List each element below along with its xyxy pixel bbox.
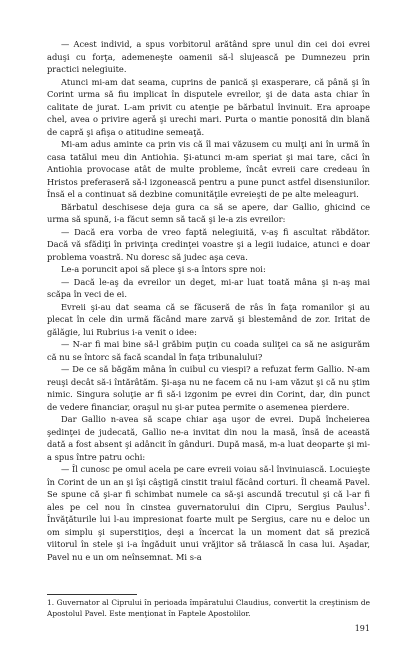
paragraph-text: — Îl cunosc pe omul acela pe care evreii voiau să-l învinuiască. Locuieşte în Corint de un an şi îşi câştigă cinstit traiul făcând corturi. Îl cheamă Pavel. Se spune că şi-ar fi schimbat numele ca să-şi ascundă trecutul şi că l-ar fi ales pe cel nou în cinstea guvernatorului din Cipru, Sergius Paulus xyxy=(47,464,370,512)
paragraph: Mi-am adus aminte ca prin vis că îl mai văzusem cu mulţi ani în urmă în casa tatălui meu din Antiohia. Şi-atunci m-am speriat şi mai tare, căci în Antiohia provocase atât de multe probleme, încât evreii care credeau în Hristos preferaseră să-l izgonească pentru a pune punct astfel disensiunilor. Însă el a continuat să dezbine comunităţile evreieşti de pe alte meleaguri. xyxy=(47,139,370,199)
paragraph: Bărbatul deschisese deja gura ca să se apere, dar Gallio, ghicind ce urma să spună, i-a făcut semn să tacă şi le-a zis evreilor: xyxy=(47,201,370,224)
page-number: 191 xyxy=(354,624,370,633)
body-text xyxy=(47,38,370,563)
paragraph: — Acest individ, a spus vorbitorul arătând spre unul din cei doi evrei aduşi cu forţa, ademeneşte oamenii să-l slujească pe Dumnezeu prin practici nelegiuite. xyxy=(47,39,370,74)
paragraph: — Dacă era vorba de vreo faptă nelegiuită, v-aş fi ascultat răbdător. Dacă vă sfădiţi în privinţa credinţei voastre şi a legii iudaice, atunci e doar problema voastră. Nu doresc să judec aşa ceva. xyxy=(47,226,370,262)
paragraph: Evreii şi-au dat seama că se făcuseră de râs în faţa romanilor şi au plecat în cele din urmă făcând mare zarvă şi blestemând de zor. Iritat de gălăgie, lui Rubrius i-a venit o idee: xyxy=(47,301,370,337)
paragraph: — Dacă le-aş da evreilor un deget, mi-ar luat toată mâna şi n-aş mai scăpa în veci de ei. xyxy=(47,276,370,299)
paragraph: — De ce să băgăm mâna în cuibul cu viespi? a refuzat ferm Gallio. N-am reuşi decât să-i întărâtăm. Şi-aşa nu ne facem că nu i-am văzut şi că nu ştim nimic. Singura soluţie ar fi să-i izgonim pe evrei din Corint, dar, din punct de vedere financiar, oraşul nu şi-ar putea permite o asemenea pierdere. xyxy=(47,364,370,412)
paragraph: Dar Gallio n-avea să scape chiar aşa uşor de evrei. După încheierea şedinţei de judecată, Gallio ne-a invitat din nou la masă, însă de această dată a fost absent şi adâncit în gânduri. După masă, m-a luat deoparte şi mi-a spus între patru ochi: xyxy=(47,414,370,462)
paragraph: Atunci mi-am dat seama, cuprins de panică şi exasperare, că până şi în Corint urma să fiu implicat în disputele evreilor, şi de data asta chiar în calitate de jurat. L-am privit cu atenţie pe bărbatul învinuit. Era aproape chel, avea o privire agerǎ şi urechi mari. Purta o mantie ponosită din blană de capră şi afişa o atitudine semeaţă. xyxy=(47,76,370,137)
paragraph-text-continued: . Învăţăturile lui l-au impresionat foarte mult pe Sergius, care nu e deloc un om simplu şi superstiţios, deşi a încercat la un moment dat să prezică viitorul în stele şi i-a îngăduit unui vrăjitor să trăiască în casa lui. Aşadar, Pavel nu e un om neînsemnat. Mi s-a xyxy=(47,501,370,562)
paragraph: — N-ar fi mai bine să-l grăbim puţin cu coada suliţei ca să ne asigurăm că nu se întorc să facă scandal în faţa tribunalului? xyxy=(47,339,370,362)
footnote-divider xyxy=(47,594,137,595)
paragraph: Le-a poruncit apoi să plece şi s-a întors spre noi: xyxy=(61,264,266,274)
footnote-marker: 1 xyxy=(363,501,368,508)
paragraph xyxy=(47,463,370,563)
footnote: 1. Guvernator al Ciprului în perioada împăratului Claudius, convertit la creştinism de Apostolul Pavel. Este menţionat în Faptele Apostolilor. xyxy=(47,598,370,618)
